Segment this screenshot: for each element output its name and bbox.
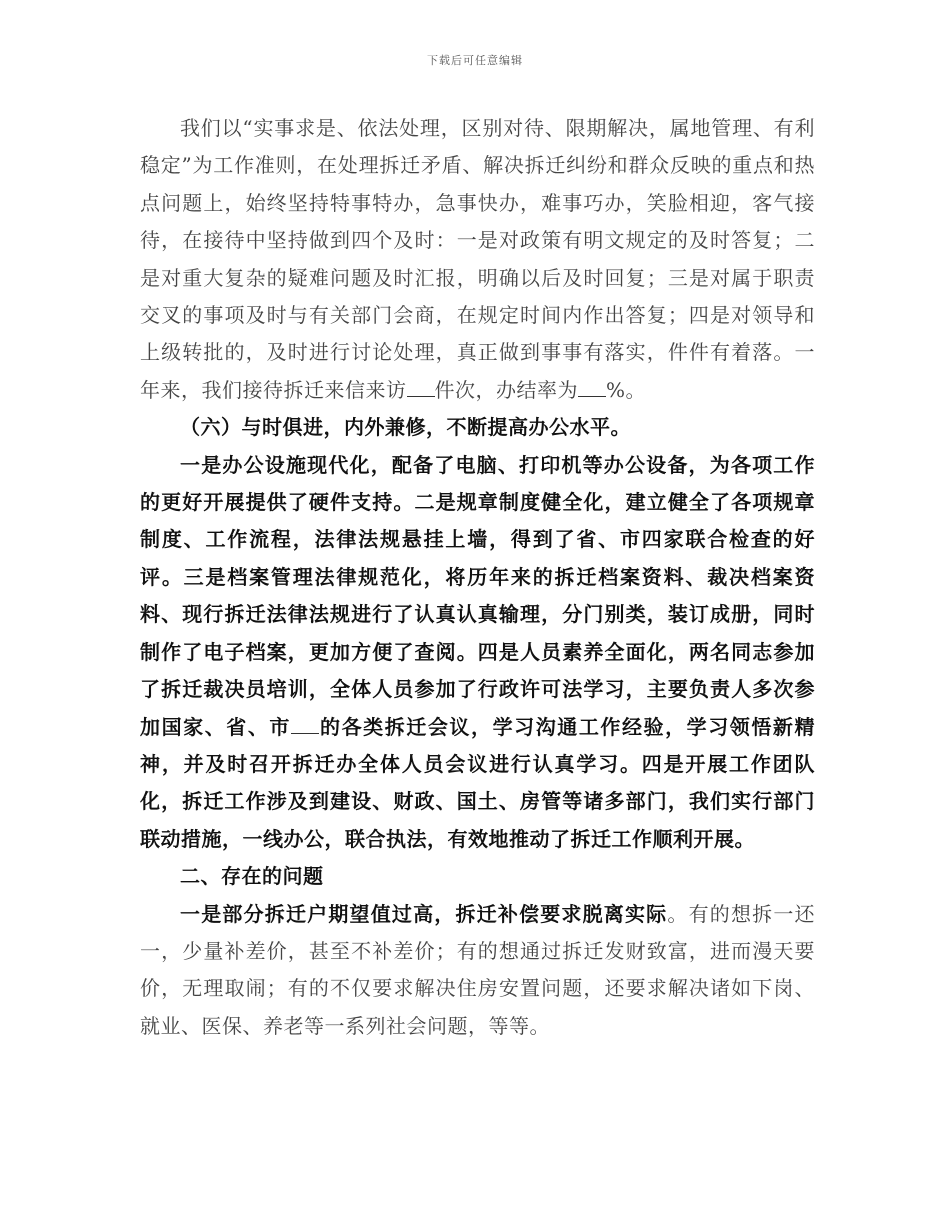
paragraph-text: 件次，办结率为 <box>434 377 578 402</box>
paragraph-problem-one <box>140 896 815 1046</box>
section-heading-six <box>140 409 815 446</box>
blank-field <box>291 719 319 734</box>
heading-text: 二、存在的问题 <box>180 864 324 889</box>
blank-field <box>407 382 435 397</box>
paragraph-text: 。有的想拆一还一，少量补差价，甚至不补差价；有的想通过拆迁发财致富，进而漫天要价，无理取闹；有的不仅要求解决住房安置问题，还要求解决诸如下岗、就业、医保、养老等一系列社会问题，等等。 <box>140 901 816 1038</box>
paragraph-text: %。 <box>606 377 647 402</box>
heading-text: （六）与时俱进，内外兼修，不断提高办公水平。 <box>180 415 631 440</box>
section-heading-problems <box>140 858 815 895</box>
paragraph-text: 一是办公设施现代化，配备了电脑、打印机等办公设备，为各项工作的更好开展提供了硬件支持。二是规章制度健全化，建立健全了各项规章制度、工作流程，法律法规悬挂上墙，得到了省、市四家联合检查的好评。三是档案管理法律规范化，将历年来的拆迁档案资料、裁决档案资料、现行拆迁法律法规进行了认真认真输理，分门别类，装订成册，同时制作了电子档案，更加方便了查阅。四是人员素养全面化，两名同志参加了拆迁裁决员培训，全体人员参加了行政许可法学习，主要负责人多次参加国家、省、市 <box>140 452 815 739</box>
paragraph-petition-handling <box>140 110 815 409</box>
paragraph-office-modernization <box>140 447 815 858</box>
page-header: 下载后可任意编辑 <box>427 54 523 67</box>
blank-field <box>578 382 606 397</box>
paragraph-text: 我们以“实事求是、依法处理，区别对待、限期解决，属地管理、有利稳定”为工作准则，在处理拆迁矛盾、解决拆迁纠纷和群众反映的重点和热点问题上，始终坚持特事特办，急事快办，难事巧办，笑脸相迎，客气接待，在接待中坚持做到四个及时：一是对政策有明文规定的及时答复；二是对重大复杂的疑难问题及时汇报，明确以后及时回复；三是对属于职责交叉的事项及时与有关部门会商，在规定时间内作出答复；四是对领导和上级转批的，及时进行讨论处理，真正做到事事有落实，件件有着落。一年来，我们接待拆迁来信来访 <box>140 116 815 402</box>
paragraph-lead-text: 一是部分拆迁户期望值过高，拆迁补偿要求脱离实际 <box>180 901 668 926</box>
document-body <box>140 110 815 1045</box>
paragraph-text: 的各类拆迁会议，学习沟通工作经验，学习领悟新精神，并及时召开拆迁办全体人员会议进行认真学习。四是开展工作团队化，拆迁工作涉及到建设、财政、国土、房管等诸多部门，我们实行部门联动措施，一线办公，联合执法，有效地推动了拆迁工作顺利开展。 <box>140 714 816 851</box>
